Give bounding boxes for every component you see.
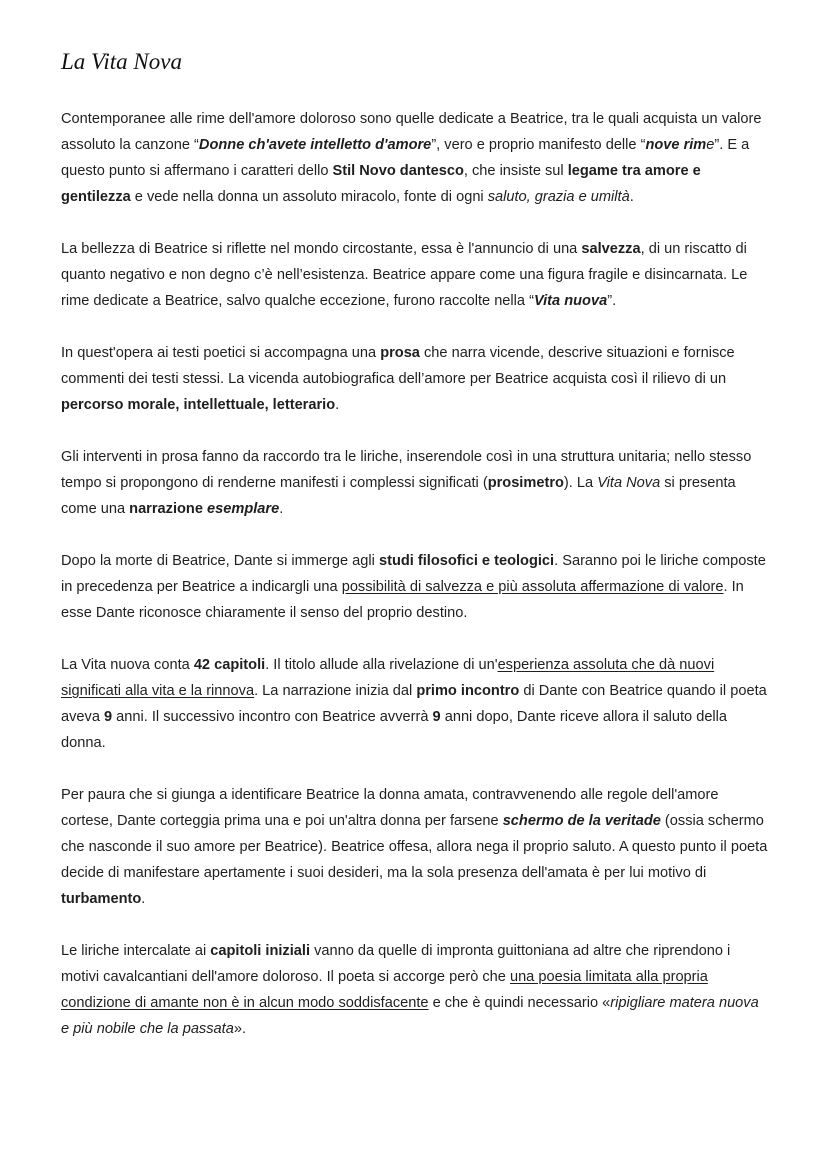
bold-text: schermo de la veritade xyxy=(502,813,661,829)
text-run: anni dopo, Dante riceve allora il saluto della donna. xyxy=(61,709,728,751)
text-run: ”, vero e proprio manifesto delle “ xyxy=(431,137,646,153)
paragraph xyxy=(61,444,770,522)
bold-text: 9 xyxy=(104,709,113,725)
text-run: Contemporanee alle rime dell'amore doloroso sono quelle dedicate a Beatrice, tra le quali acquista un valore assoluto la canzone “ xyxy=(61,111,762,153)
bold-text: percorso morale, intellettuale, letterario xyxy=(61,397,336,413)
text-run: Gli interventi in prosa fanno da raccordo tra le liriche, inserendole così in una struttura unitaria; nello stesso tempo si propongono di renderne manifesti i complessi significati ( xyxy=(61,449,752,491)
text-run: . In esse Dante riconosce chiaramente il senso del proprio destino. xyxy=(61,579,744,621)
text-run: ”. xyxy=(607,293,617,309)
page-title: La Vita Nova xyxy=(61,49,182,74)
bold-text: 9 xyxy=(432,709,441,725)
bold-text: prosa xyxy=(380,345,420,361)
text-run: La Vita nuova conta xyxy=(61,657,194,673)
italic-text: e xyxy=(706,137,715,153)
text-run: , che insiste sul xyxy=(463,163,568,179)
document-body xyxy=(61,106,770,1042)
paragraph xyxy=(61,548,770,626)
bold-text: nove rim xyxy=(645,137,707,153)
paragraph xyxy=(61,652,770,756)
text-run: anni. Il successivo incontro con Beatrice avverrà xyxy=(112,709,433,725)
text-run: . xyxy=(629,189,634,205)
bold-text: primo incontro xyxy=(416,683,520,699)
italic-text: saluto, grazia e umiltà xyxy=(487,189,630,205)
text-run: In quest'opera ai testi poetici si accompagna una xyxy=(61,345,381,361)
bold-text: studi filosofici e teologici xyxy=(378,553,555,569)
bold-text: Donne ch'avete intelletto d'amore xyxy=(198,137,432,153)
italic-text: ripigliare matera nuova e più nobile che la passata xyxy=(61,995,759,1037)
paragraph xyxy=(61,106,770,210)
underlined-text: possibilità di salvezza e più assoluta affermazione di valore xyxy=(341,579,724,595)
text-run: . xyxy=(141,891,146,907)
text-run: (ossia schermo che nasconde il suo amore per Beatrice). Beatrice offesa, allora nega il proprio saluto. A questo punto il poeta decide di manifestare apertamente i suoi desideri, ma la sola presenza dell'amata è per lui motivo di xyxy=(61,813,768,881)
text-run: si presenta come una xyxy=(61,475,736,517)
paragraph xyxy=(61,938,770,1042)
text-run: vanno da quelle di impronta guittoniana ad altre che riprendono i motivi cavalcantiani dell'amore doloroso. Il poeta si accorge però che xyxy=(61,943,731,985)
text-run: . xyxy=(335,397,340,413)
bold-text: capitoli iniziali xyxy=(210,943,311,959)
paragraph xyxy=(61,782,770,912)
text-run: di Dante con Beatrice quando il poeta aveva xyxy=(61,683,767,725)
text-run: ). La xyxy=(563,475,598,491)
bold-text: Stil Novo dantesco xyxy=(332,163,464,179)
bold-text: narrazione xyxy=(129,501,208,517)
underlined-text: esperienza assoluta che dà nuovi significati alla vita e la rinnova xyxy=(61,657,715,699)
bold-text: Vita nuova xyxy=(533,293,608,309)
text-run: ”. E a questo punto si affermano i caratteri dello xyxy=(61,137,750,179)
text-run: Le liriche intercalate ai xyxy=(61,943,211,959)
text-run: e vede nella donna un assoluto miracolo, fonte di ogni xyxy=(130,189,488,205)
text-run: La bellezza di Beatrice si riflette nel mondo circostante, essa è l'annuncio di una xyxy=(61,241,582,257)
text-run: che narra vicende, descrive situazioni e fornisce commenti dei testi stessi. La vicenda autobiografica dell’amore per Beatrice acquista così il rilievo di un xyxy=(61,345,735,387)
text-run: . La narrazione inizia dal xyxy=(254,683,417,699)
bold-text: prosimetro xyxy=(487,475,564,491)
text-run: Dopo la morte di Beatrice, Dante si immerge agli xyxy=(61,553,379,569)
bold-text: turbamento xyxy=(61,891,142,907)
paragraph xyxy=(61,236,770,314)
bold-text: esemplare xyxy=(207,501,280,517)
text-run: , di un riscatto di quanto negativo e non degno c’è nell’esistenza. Beatrice appare come una figura fragile e disincarnata. Le rime dedicate a Beatrice, salvo qualche eccezione, furono raccolte nella “ xyxy=(61,241,748,309)
bold-text: 42 capitoli xyxy=(193,657,266,673)
paragraph xyxy=(61,340,770,418)
text-run: Per paura che si giunga a identificare Beatrice la donna amata, contravvenendo alle regole dell'amore cortese, Dante corteggia prima una e poi un'altra donna per farsene xyxy=(61,787,719,829)
italic-text: Vita Nova xyxy=(597,475,661,491)
underlined-text: una poesia limitata alla propria condizione di amante non è in alcun modo soddisfacente xyxy=(61,969,708,1011)
text-run: ». xyxy=(233,1021,246,1037)
text-run: e che è quindi necessario « xyxy=(428,995,611,1011)
text-run: . Saranno poi le liriche composte in precedenza per Beatrice a indicargli una xyxy=(61,553,766,595)
text-run: . Il titolo allude alla rivelazione di un' xyxy=(265,657,498,673)
bold-text: legame tra amore e gentilezza xyxy=(61,163,701,205)
text-run: . xyxy=(279,501,284,517)
bold-text: salvezza xyxy=(581,241,641,257)
